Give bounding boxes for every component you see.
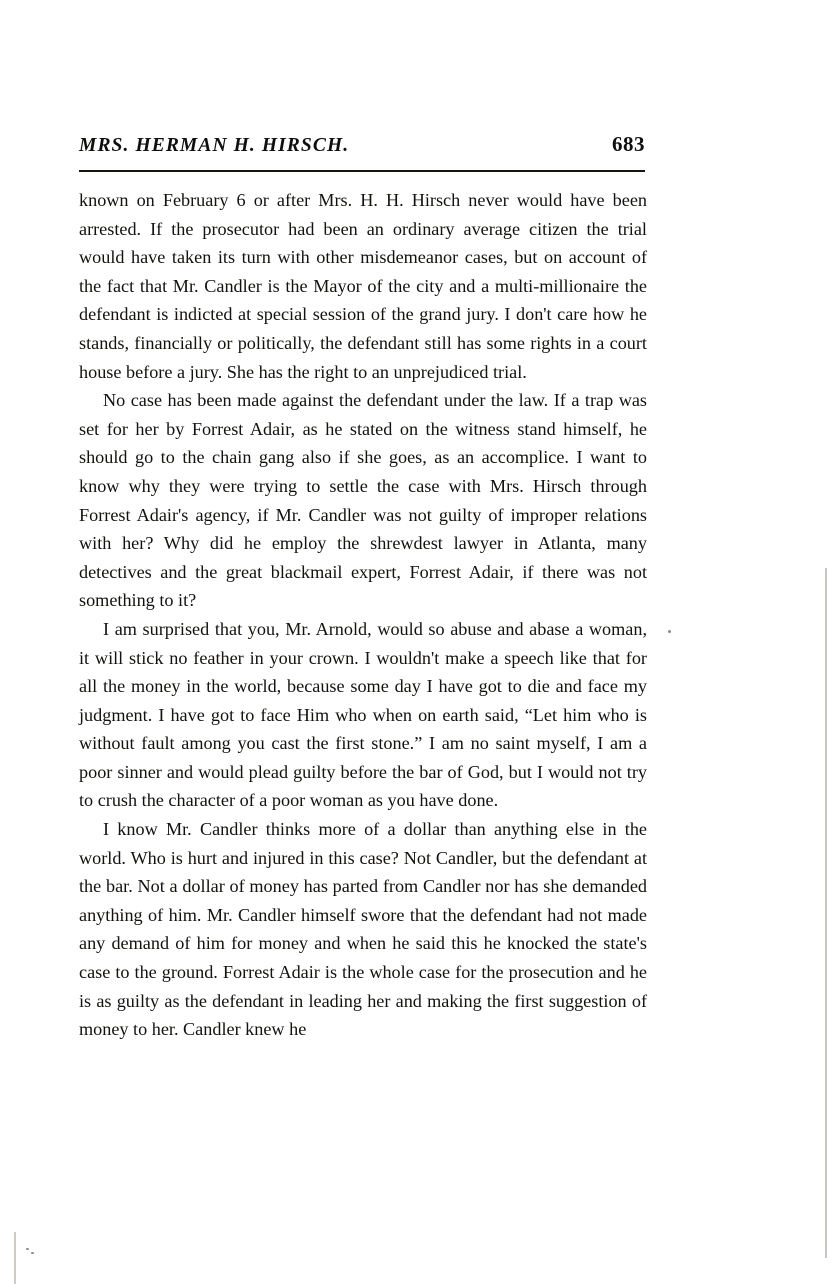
paragraph: I am surprised that you, Mr. Arnold, would so abuse and abase a woman, it will stick no feather in your crown. I wouldn't make a speech like that for all the money in the world, because some day I have got to die and face my judgment. I have got to face Him who when on earth said, “Let him who is without fault among you cast the first stone.” I am no saint myself, I am a poor sinner and would plead guilty before the bar of God, but I would not try to crush the character of a poor woman as you have done. bbox=[79, 618, 647, 811]
scan-edge-artifact-bottom bbox=[14, 1232, 16, 1284]
paragraph: known on February 6 or after Mrs. H. H. Hirsch never would have been arrested. If the prosecutor had been an ordinary average citizen the trial would have taken its turn with other misdemeanor cases, but on account of the fact that Mr. Candler is the Mayor of the city and a multi-millionaire the defendant is indicted at special session of the grand jury. I don't care how he stands, financially or politically, the defendant still has some rights in a court house before a jury. She has the right to an unprejudiced trial. bbox=[79, 190, 647, 382]
header-rule bbox=[79, 170, 645, 172]
paragraph: I know Mr. Candler thinks more of a dollar than anything else in the world. Who is hurt and injured in this case? Not Candler, but the defendant at the bar. Not a dollar of money has parted from Candler nor has she demanded anything of him. Mr. Candler himself swore that the defendant had not made any demand of him for money and when he said this he knocked the state's case to the ground. Forrest Adair is the whole case for the prosecution and he is as guilty as the defendant in leading her and making the first suggestion of money to her. Candler knew he bbox=[79, 819, 647, 1040]
paragraph: No case has been made against the defendant under the law. If a trap was set for her by Forrest Adair, as he stated on the witness stand himself, he should go to the chain gang also if she goes, as an accomplice. I want to know why they were trying to settle the case with Mrs. Hirsch through Forrest Adair's agency, if Mr. Candler was not guilty of improper relations with her? Why did he employ the shrewdest lawyer in Atlanta, many detectives and the great blackmail expert, Forrest Adair, if there was not something to it? bbox=[79, 390, 647, 611]
scan-speck bbox=[31, 1252, 34, 1254]
running-head: MRS. HERMAN H. HIRSCH. bbox=[79, 135, 350, 156]
scan-edge-artifact bbox=[825, 568, 827, 1258]
body-text bbox=[79, 186, 647, 1044]
scan-speck bbox=[668, 630, 671, 633]
page-number: 683 bbox=[612, 132, 645, 156]
page-header bbox=[79, 132, 645, 157]
scan-speck bbox=[26, 1248, 29, 1250]
